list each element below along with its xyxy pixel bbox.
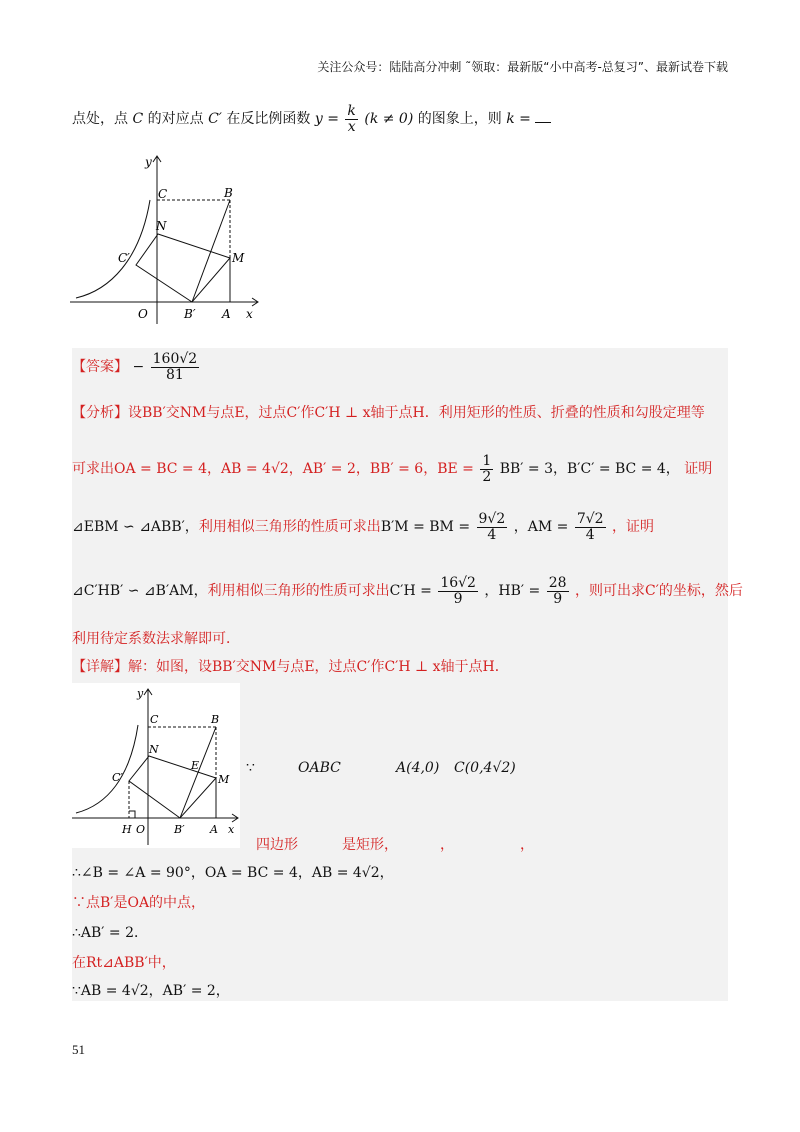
point-label-c-prime: C′ <box>112 771 123 784</box>
detail-step-2: ∵点B′是OA的中点， <box>72 895 206 911</box>
detail-step-4: 在Rt⊿ABB′中， <box>72 955 176 971</box>
detail-tag: 【详解】 <box>72 659 128 675</box>
point-label-m: M <box>232 251 245 265</box>
point-label-b: B <box>211 713 220 726</box>
point-label-n: N <box>149 743 159 756</box>
figure-2 <box>72 683 240 848</box>
function-fraction: $\frac{k}{x}$ <box>347 103 356 135</box>
header-note: 关注公众号：陆陆高分冲刺 ˜领取：最新版“小中高考-总复习”、最新试卷下载 <box>317 60 728 74</box>
analysis-line-1: 【分析】设BB′交NM与点E，过点C′作C′H ⊥ x轴于点H．利用矩形的性质、折叠的性质和勾股定理等 <box>72 405 705 421</box>
point-label-m: M <box>218 773 230 786</box>
point-label-c: C <box>150 713 159 726</box>
analysis-tag: 【分析】 <box>72 405 128 421</box>
point-label-b: B <box>224 186 233 200</box>
answer-tag: 【答案】 <box>72 359 128 376</box>
detail-line-1: 【详解】解：如图，设BB′交NM与点E，过点C′作C′H ⊥ x轴于点H． <box>72 659 509 675</box>
answer-sign: − <box>132 359 145 376</box>
is-rect-text: 是矩形， <box>342 837 398 853</box>
fraction-am: $\frac{7√2}{4}$ <box>576 511 604 543</box>
point-c-coord: C(0,4√2) <box>454 760 516 776</box>
detail-step-5: ∵AB = 4√2，AB′ = 2， <box>72 983 230 999</box>
k-variable: k = <box>506 111 531 128</box>
point-label-c-prime: C′ <box>118 251 130 265</box>
comma: ， <box>520 837 534 853</box>
point-label-e: E <box>191 759 200 772</box>
answer-fraction: $\frac{160√2}{81}$ <box>152 351 198 383</box>
point-label-c: C <box>158 187 168 201</box>
problem-text: 的对应点 <box>147 111 204 128</box>
point-label-n: N <box>156 219 167 233</box>
because-symbol: ∵ <box>246 760 255 776</box>
analysis-line-5: 利用待定系数法求解即可． <box>72 631 240 647</box>
point-a-coord: A(4,0) <box>396 760 440 776</box>
function-lhs: y = <box>314 111 339 128</box>
point-label-a: A <box>210 823 218 836</box>
analysis-line-2: 可求出OA = BC = 4，AB = 4√2，AB′ = 2，BB′ = 6，BE = $\frac{1}{2}$ BB′ = 3，B′C′ = BC = 4， 证明 <box>72 453 713 485</box>
comma: ， <box>440 837 454 853</box>
detail-step-3: ∴AB′ = 2． <box>72 925 149 941</box>
problem-point-c: C <box>132 111 144 128</box>
problem-text: 点处，点 <box>72 111 128 128</box>
axis-label-x: x <box>228 823 235 836</box>
problem-text: 在反比例函数 <box>226 111 311 128</box>
function-condition: (k ≠ 0) <box>364 111 414 128</box>
answer-line <box>72 352 201 382</box>
quad-text: 四边形 <box>256 837 298 853</box>
rectangle-name: OABC <box>298 760 341 776</box>
analysis-line-3: ⊿EBM ∽ ⊿ABB′，利用相似三角形的性质可求出B′M = BM = $\frac{9√2}{4}$ ，AM = $\frac{7√2}{4}$ ，证明 <box>72 511 655 543</box>
point-label-o: O <box>136 823 146 836</box>
point-label-a: A <box>222 307 231 321</box>
axis-label-y: y <box>137 687 144 700</box>
analysis-line-4: ⊿C′HB′ ∽ ⊿B′AM，利用相似三角形的性质可求出C′H = $\frac{16√2}{9}$ ，HB′ = $\frac{28}{9}$ ，则可出求C′的坐标，然后 <box>72 575 743 607</box>
problem-point-c-prime: C′ <box>208 111 222 128</box>
figure-1 <box>70 150 260 325</box>
page-number: 51 <box>72 1042 85 1057</box>
detail-step-1: ∴∠B = ∠A = 90°，OA = BC = 4，AB = 4√2， <box>72 865 394 881</box>
answer-blank <box>535 110 551 123</box>
point-label-o: O <box>138 307 148 321</box>
problem-line <box>72 104 551 134</box>
point-label-b-prime: B′ <box>174 823 185 836</box>
point-label-h: H <box>122 823 132 836</box>
fraction-hb: $\frac{28}{9}$ <box>548 575 567 607</box>
fraction-bm: $\frac{9√2}{4}$ <box>478 511 506 543</box>
axis-label-y: y <box>145 155 152 169</box>
axis-label-x: x <box>246 307 253 321</box>
fraction-ch: $\frac{16√2}{9}$ <box>440 575 476 607</box>
fraction-one-half: $\frac{1}{2}$ <box>482 453 492 485</box>
problem-text: 的图象上，则 <box>417 111 502 128</box>
point-label-b-prime: B′ <box>184 307 196 321</box>
